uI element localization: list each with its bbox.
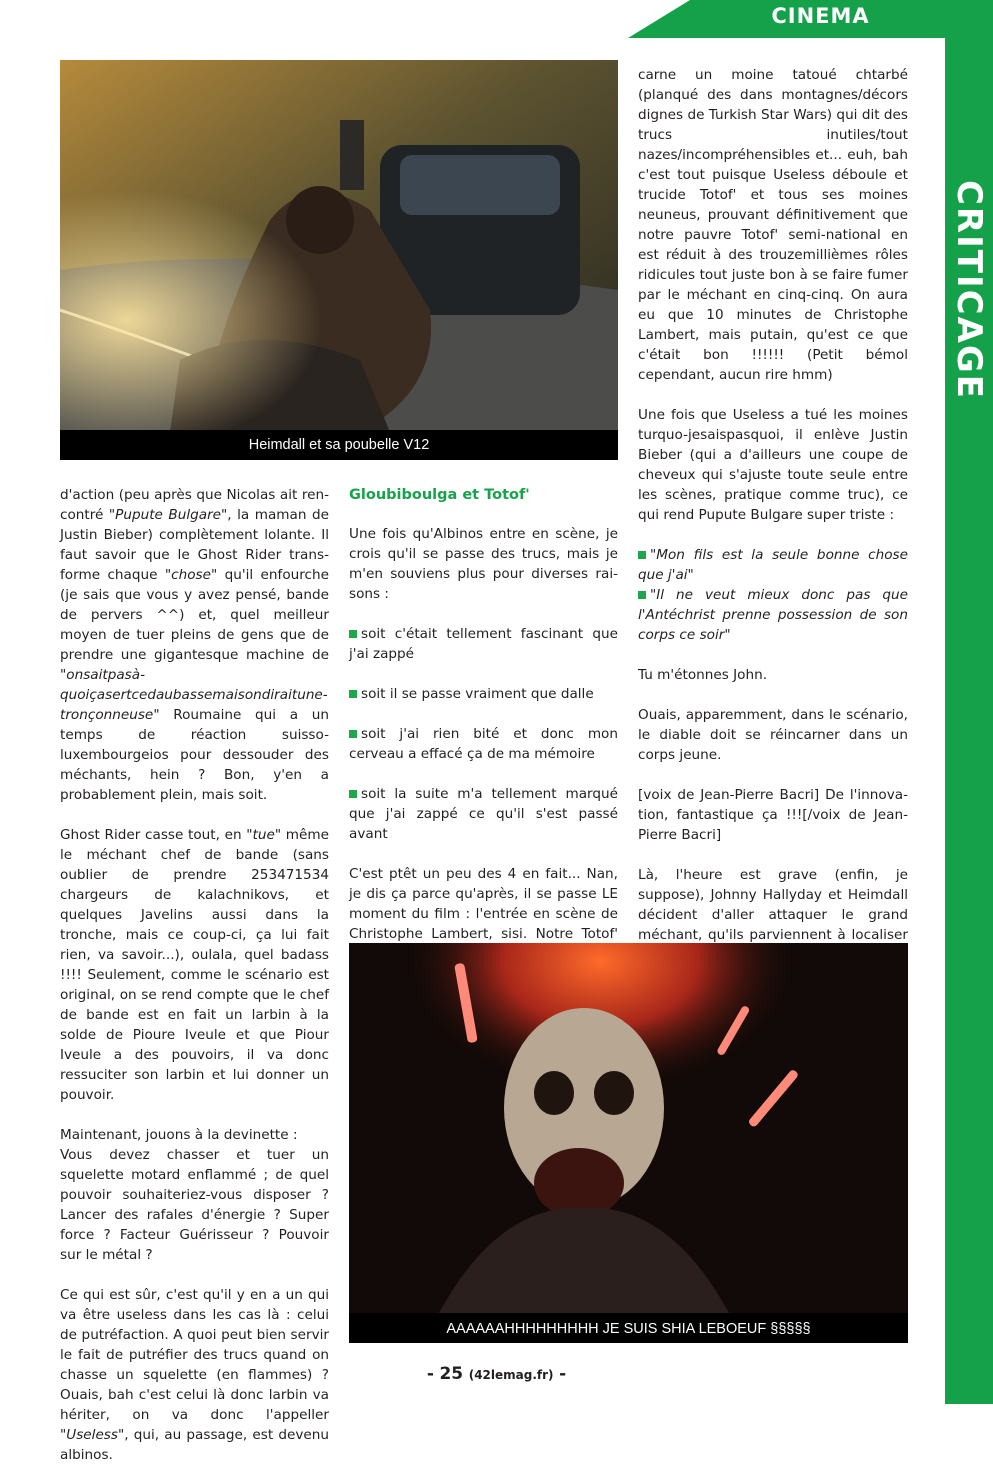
bullet-icon <box>349 790 357 798</box>
column-2 <box>349 485 618 964</box>
paragraph: Maintenant, jouons à la devinette : Vous devez chasser et tuer un squelette motard enflammé ; de quel pouvoir souhaiteriez-vous disposer ? Lancer des rafales d'énergie ? Super force ? Facteur Guérisseur ? Pouvoir sur le métal ? <box>60 1127 329 1263</box>
paragraph: Une fois qu'Albinos entre en scène, je crois qu'il se passe des trucs, mais je m'en souviens plus pour diverses raisons : <box>349 526 618 602</box>
paragraph: Ouais, apparemment, dans le scénario, le diable doit se réincarner dans un corps jeune. <box>638 707 908 763</box>
paragraph: d'action (peu après que Nicolas ait rencontré "Pupute Bulgare", la maman de Justin Bieber) complètement lolante. Il faut savoir que le Ghost Rider transforme chaque "chose" qu'il enfourche (je sais que vous y avez pensé, bande de pervers ^^) et, quel meilleur moyen de tuer pleins de gens que de prendre une gigantesque machine de "onsaitpasàquoiçasertcedaubassemaisondiraitunetronçonneuse" Roumaine qui a un temps de réaction suisso-luxembourgeios pour dessouder des méchants, hein ? Bon, y'en a probablement plein, mais soit. <box>60 487 329 803</box>
section-title: CINEMA <box>771 4 870 28</box>
top-photo-image <box>60 60 618 432</box>
page-number: 25 <box>439 1364 464 1384</box>
top-photo <box>60 60 618 460</box>
bullet-icon <box>349 630 357 638</box>
footer-dash: - <box>426 1364 434 1384</box>
paragraph: Ce qui est sûr, c'est qu'il y en a un qui va être useless dans les cas là : celui de putréfaction. A quoi peut bien servir le fait de putréfier des trucs quand on chasse un squelette (en flammes) ? Ouais, bah c'est celui là donc larbin va hériter, on va donc l'appeller "Useless", qui, au passage, est devenu albinos. <box>60 1287 329 1463</box>
paragraph: Ghost Rider casse tout, en "tue" même le méchant chef de bande (sans oublier de prendre 253471534 chargeurs de kalachnikovs, et quelques Javelins aussi dans la tronche, mais ce coup-ci, ça lui fait rien, va savoir...), oulala, quel badass !!!! Seulement, comme le scénario est original, on se rend compte que le chef de bande est en fait un larbin à la solde de Pioure Iveule et que Piour Iveule a des pouvoirs, il va donc ressuciter son larbin et lui donner un pouvoir. <box>60 827 329 1103</box>
bottom-photo-caption: AAAAAAHHHHHHHHH JE SUIS SHIA LEBOEUF §§§§§ <box>349 1313 908 1343</box>
bullet-icon <box>349 730 357 738</box>
bottom-photo-image <box>349 943 908 1313</box>
bullet-icon <box>638 551 646 559</box>
list-item: soit il se passe vraiment que dalle <box>349 684 618 704</box>
column-1 <box>60 485 329 1465</box>
paragraph: Là, l'heure est grave (enfin, je suppose), Johnny Hallyday et Heimdall décident d'aller attaquer le grand méchant, qu'ils parviennent à localiser <box>638 867 908 943</box>
page-footer <box>300 1364 693 1384</box>
paragraph: carne un moine tatoué chtarbé (planqué des dans montagnes/décors dignes de Turkish Star Wars) qui dit des trucs inutiles/tout nazes/incompréhensibles et... euh, bah c'est tout puisque Useless déboule et trucide Totof' et tous ses moines neuneus, prouvant définitivement que notre pauvre Totof' semi-national en est réduit à des trouzemillièmes rôles ridicules tout juste bon à se faire fumer par le méchant en cinq-cinq. On aura eu que 10 minutes de Christophe Lambert, mais putain, qu'est ce que c'était bon !!!!!! (Petit bémol cependant, aucun rire hmm) <box>638 67 908 383</box>
paragraph: [voix de Jean-Pierre Bacri] De l'innovation, fantastique ça !!![/voix de Jean-Pierre Bacri] <box>638 787 908 843</box>
footer-dash: - <box>559 1364 567 1384</box>
column-3 <box>638 65 908 965</box>
paragraph: Tu m'étonnes John. <box>638 667 768 683</box>
quote: "Il ne veut mieux donc pas que l'Antéchrist prenne possession de son corps ce soir" <box>638 587 908 643</box>
quote: "Mon fils est la seule bonne chose que j'ai" <box>638 547 908 583</box>
list-item: soit j'ai rien bité et donc mon cerveau a effacé ça de ma mémoire <box>349 726 618 762</box>
side-label: CRITICAGE <box>949 179 989 401</box>
site-name: (42lemag.fr) <box>468 1368 554 1382</box>
list-item: soit la suite m'a tellement marqué que j'ai zappé ce qu'il s'est passé avant <box>349 786 618 842</box>
section-header <box>628 0 993 38</box>
bullet-icon <box>638 591 646 599</box>
top-photo-caption: Heimdall et sa poubelle V12 <box>60 430 618 460</box>
bullet-icon <box>349 690 357 698</box>
paragraph: C'est ptêt un peu des 4 en fait... Nan, je dis ça parce qu'après, il se passe LE moment du film : l'entrée en scène de Christophe Lambert, sisi. Notre Totof' <box>349 866 618 942</box>
section-heading: Gloubiboulga et Totof' <box>349 487 530 503</box>
bottom-photo <box>349 943 908 1343</box>
paragraph: Une fois que Useless a tué les moines turquo-jesaispasquoi, il enlève Justin Bieber (qui a d'ailleurs une coupe de cheveux qui s'ajuste toute seule entre les scènes, pratique comme truc), ce qui rend Pupute Bulgare super triste : <box>638 407 908 523</box>
list-item: soit c'était tellement fascinant que j'ai zappé <box>349 626 618 662</box>
